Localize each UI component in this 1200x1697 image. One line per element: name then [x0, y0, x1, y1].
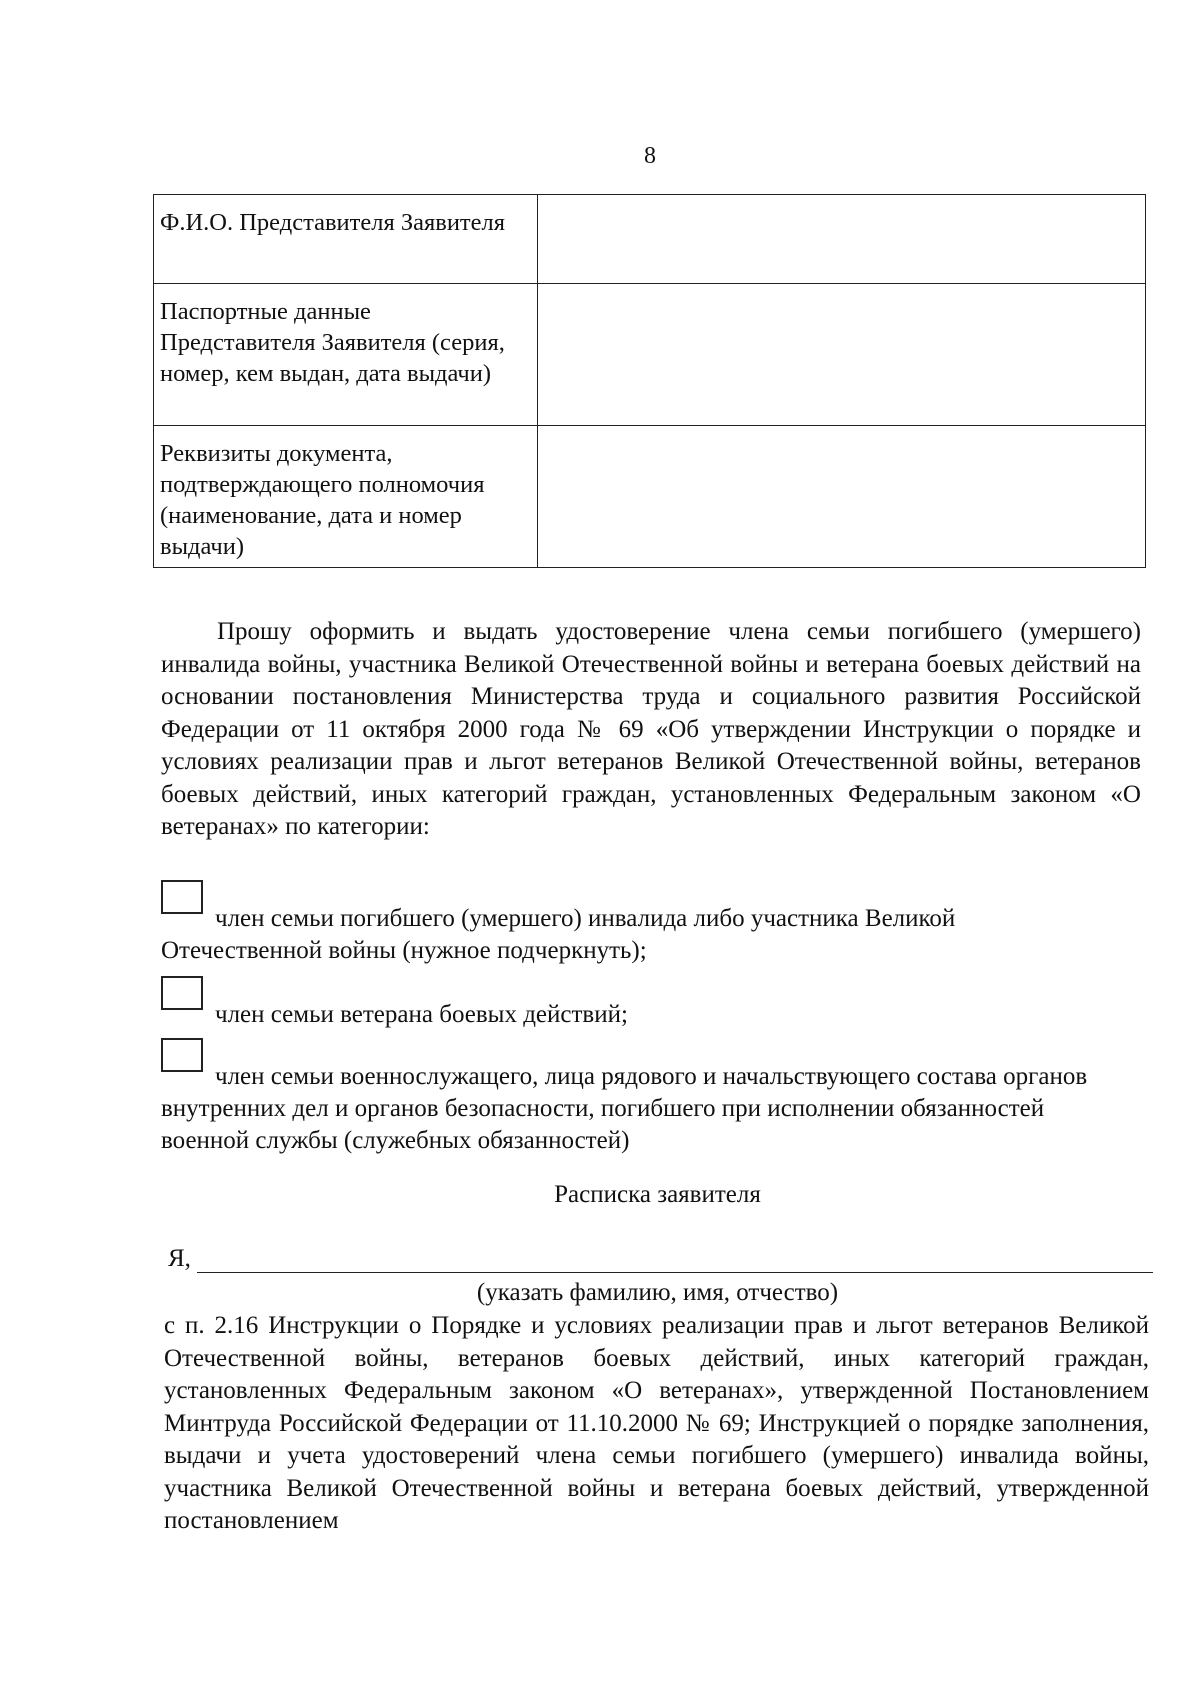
applicant-name-hint: (указать фамилию, имя, отчество) — [476, 1279, 839, 1306]
authority-document-label: Реквизиты документа, подтверждающего полномочия (наименование, дата и номер выдачи) — [154, 426, 538, 568]
category-option-1 — [161, 894, 1111, 967]
ya-label: Я, — [168, 1245, 191, 1272]
category-option-text: член семьи ветерана боевых действий; — [215, 1001, 628, 1028]
receipt-title: Расписка заявителя — [554, 1181, 761, 1208]
category-checkbox-1[interactable] — [161, 880, 203, 914]
representative-name-field[interactable] — [538, 195, 1146, 284]
passport-data-field[interactable] — [538, 284, 1146, 426]
applicant-name-line — [168, 1245, 1153, 1273]
receipt-body: с п. 2.16 Инструкции о Порядке и условиях реализации прав и льгот ветеранов Великой Отечественной войны, ветеранов боевых действий, иных категорий граждан, установленных Федеральным законом «О ветеранах», утвержденной Постановлением Минтруда Российской Федерации от 11.10.2000 № 69; Инструкцией о порядке заполнения, выдачи и учета удостоверений члена семьи погибшего (умершего) инвалида войны, участника Великой Отечественной войны и ветерана боевых действий, утвержденной постановлением — [164, 1312, 1149, 1534]
category-option-2 — [161, 990, 1111, 1031]
category-option-text: член семьи погибшего (умершего) инвалида либо участника Великой Отечественной войны (нужное подчеркнуть); — [161, 905, 956, 964]
table-row — [154, 426, 1146, 568]
authority-document-field[interactable] — [538, 426, 1146, 568]
page-number: 8 — [644, 143, 656, 169]
category-checkbox-2[interactable] — [161, 976, 203, 1010]
representative-table — [153, 194, 1146, 568]
request-paragraph: Прошу оформить и выдать удостоверение члена семьи погибшего (умершего) инвалида войны, участника Великой Отечественной войны и ветерана боевых действий на основании постановления Министерства труда и социального развития Российской Федерации от 11 октября 2000 года № 69 «Об утверждении Инструкции о порядке и условиях реализации прав и льгот ветеранов Великой Отечественной войны, ветеранов боевых действий, иных категорий граждан, установленных Федеральным законом «О ветеранах» по категории: — [161, 618, 1141, 840]
table-row — [154, 195, 1146, 284]
representative-name-label: Ф.И.О. Представителя Заявителя — [154, 195, 538, 284]
category-option-text: член семьи военнослужащего, лица рядового и начальствующего состава органов внутренних дел и органов безопасности, погибшего при исполнении обязанностей военной службы (служебных обязанностей) — [161, 1063, 1088, 1154]
passport-data-label: Паспортные данные Представителя Заявителя (серия, номер, кем выдан, дата выдачи) — [154, 284, 538, 426]
applicant-name-field[interactable] — [197, 1246, 1153, 1273]
table-row — [154, 284, 1146, 426]
category-option-3 — [161, 1052, 1111, 1157]
category-checkbox-3[interactable] — [161, 1038, 203, 1072]
